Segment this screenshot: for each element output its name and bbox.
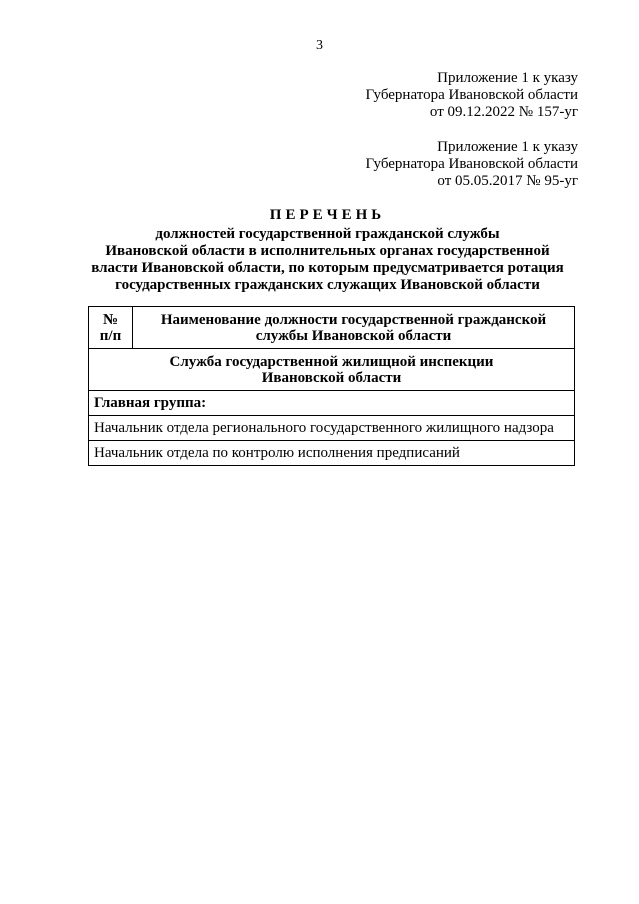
header-text: №	[102, 311, 119, 328]
table-row-group	[89, 391, 575, 416]
group-name-cell: Главная группа:	[89, 391, 575, 416]
position-name-cell: Начальник отдела по контролю исполнения предписаний	[89, 441, 575, 466]
appendix-line: Приложение 1 к указу	[437, 70, 578, 86]
header-text: Наименование должности государственной гражданской	[160, 311, 547, 328]
appendix-reference-original	[365, 139, 578, 190]
document-subtitle-line: должностей государственной гражданской службы	[155, 226, 500, 242]
position-name-cell: Начальник отдела регионального государственного жилищного надзора	[89, 416, 575, 441]
table-header-row	[89, 307, 575, 349]
service-name-line: Служба государственной жилищной инспекции	[169, 353, 494, 370]
appendix-line: Губернатора Ивановской области	[365, 156, 578, 172]
appendix-reference-current	[365, 70, 578, 121]
positions-table	[88, 306, 575, 466]
table-row-service	[89, 349, 575, 391]
page-number: 3	[316, 38, 323, 53]
column-header-number	[89, 307, 133, 349]
document-title: ПЕРЕЧЕНЬ	[269, 207, 386, 223]
column-header-position-name	[133, 307, 575, 349]
document-subtitle-line: Ивановской области в исполнительных органах государственной	[105, 243, 550, 259]
table-row	[89, 441, 575, 466]
appendix-line: Губернатора Ивановской области	[365, 87, 578, 103]
document-heading	[60, 206, 595, 294]
document-subtitle-line: власти Ивановской области, по которым предусматривается ротация	[91, 260, 564, 276]
header-text: службы Ивановской области	[255, 327, 452, 344]
appendix-line: от 09.12.2022 № 157-уг	[429, 104, 578, 120]
service-name-line: Ивановской области	[261, 369, 402, 386]
document-subtitle-line: государственных гражданских служащих Ивановской области	[115, 277, 540, 293]
appendix-line: Приложение 1 к указу	[437, 139, 578, 155]
appendix-line: от 05.05.2017 № 95-уг	[437, 173, 578, 189]
service-name-cell	[89, 349, 575, 391]
header-text: п/п	[99, 327, 122, 344]
table-row	[89, 416, 575, 441]
